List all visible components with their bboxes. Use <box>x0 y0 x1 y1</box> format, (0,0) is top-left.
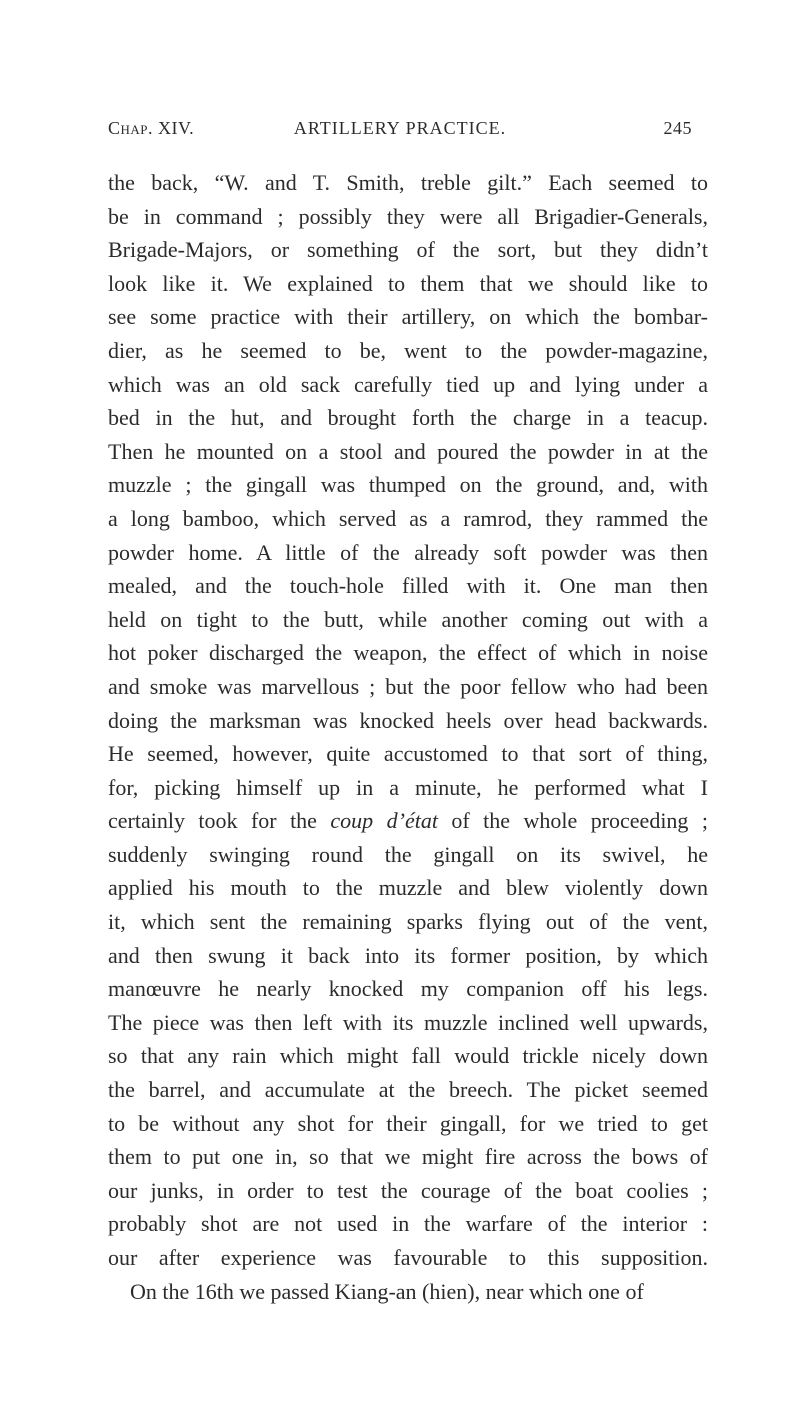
text-line: doing the marksman was knocked heels over head backwards. <box>108 707 708 733</box>
text-segment: of the whole proceeding ; <box>437 808 708 834</box>
text-line: The piece was then left with its muzzle inclined well upwards, <box>108 1009 708 1035</box>
text-line: be in command ; possibly they were all Brigadier-Generals, <box>108 203 708 229</box>
text-line: powder home. A little of the already soft powder was then <box>108 539 708 565</box>
running-title: ARTILLERY PRACTICE. <box>293 118 507 138</box>
text-line: manœuvre he nearly knocked my companion off his legs. <box>108 976 708 1002</box>
text-line: and then swung it back into its former position, by which <box>108 942 708 968</box>
text-line: dier, as he seemed to be, went to the powder-magazine, <box>108 337 708 363</box>
text-line <box>108 804 708 838</box>
text-line: held on tight to the butt, while another coming out with a <box>108 606 708 632</box>
text-line: which was an old sack carefully tied up and lying under a <box>108 371 708 397</box>
text-line: look like it. We explained to them that we should like to <box>108 270 708 296</box>
text-line: He seemed, however, quite accustomed to that sort of thing, <box>108 741 708 767</box>
text-line: and smoke was marvellous ; but the poor fellow who had been <box>108 673 708 699</box>
running-head <box>108 118 692 142</box>
text-line: bed in the hut, and brought forth the charge in a teacup. <box>108 405 708 431</box>
text-line: applied his mouth to the muzzle and blew violently down <box>108 875 708 901</box>
text-line: our after experience was favourable to this supposition. <box>108 1245 708 1270</box>
text-line: see some practice with their artillery, on which the bombar- <box>108 304 708 330</box>
text-line: the barrel, and accumulate at the breech. The picket seemed <box>108 1077 708 1103</box>
text-line: for, picking himself up in a minute, he performed what I <box>108 774 708 800</box>
text-line: Brigade-Majors, or something of the sort, but they didn’t <box>108 237 708 263</box>
italic-phrase: coup d’état <box>330 808 438 834</box>
text-line: our junks, in order to test the courage of the boat coolies ; <box>108 1177 708 1203</box>
chapter-label: Chap. XIV. <box>108 118 195 138</box>
text-line: Then he mounted on a stool and poured the powder in at the <box>108 438 708 464</box>
text-line: muzzle ; the gingall was thumped on the ground, and, with <box>108 472 708 498</box>
text-line: mealed, and the touch-hole filled with it. One man then <box>108 573 708 599</box>
text-line: On the 16th we passed Kiang-an (hien), near which one of <box>130 1278 644 1304</box>
page-number: 245 <box>663 118 692 138</box>
body-text <box>108 166 708 1308</box>
text-line: it, which sent the remaining sparks flying out of the vent, <box>108 909 708 935</box>
text-line: the back, “W. and T. Smith, treble gilt.” Each seemed to <box>108 170 708 195</box>
text-line: probably shot are not used in the warfare of the interior : <box>108 1211 708 1237</box>
text-line: them to put one in, so that we might fire across the bows of <box>108 1144 708 1170</box>
text-line: suddenly swinging round the gingall on its swivel, he <box>108 841 708 867</box>
text-line: a long bamboo, which served as a ramrod, they rammed the <box>108 505 708 531</box>
text-line: hot poker discharged the weapon, the effect of which in noise <box>108 640 708 666</box>
text-segment: certainly took for the <box>108 808 331 834</box>
text-line: so that any rain which might fall would trickle nicely down <box>108 1043 708 1069</box>
text-line: to be without any shot for their gingall, for we tried to get <box>108 1110 708 1136</box>
